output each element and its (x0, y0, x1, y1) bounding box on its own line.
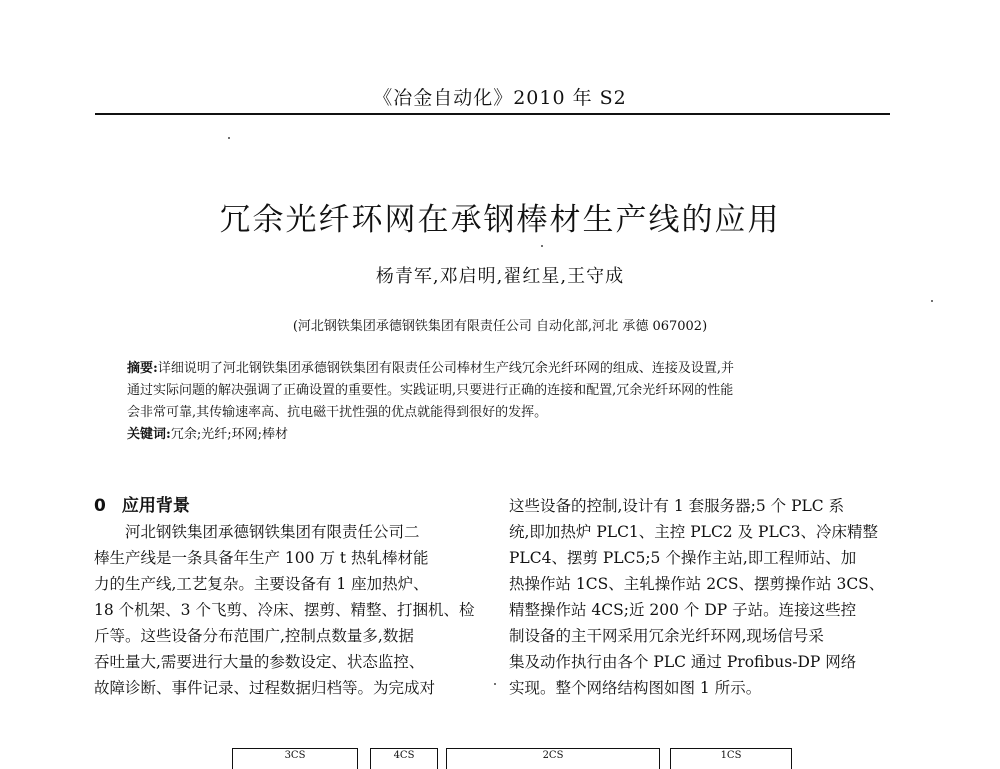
authors: 杨青军,邓启明,翟红星,王守成 (375, 266, 625, 287)
right-column (509, 493, 894, 701)
left-column (94, 493, 479, 701)
abstract-line: 通过实际问题的解决强调了正确设置的重要性。实践证明,只要进行正确的连接和配置,冗余光纤环网的性能 (127, 383, 734, 398)
header-rule (95, 113, 890, 115)
affiliation: (河北钢铁集团承德钢铁集团有限责任公司 自动化部,河北 承德 067002) (292, 319, 708, 334)
body-line: 18 个机架、3 个飞剪、冷床、摆剪、精整、打捆机、检 (94, 601, 475, 619)
section-title: 应用背景 (121, 496, 190, 516)
body-line: 精整操作站 4CS;近 200 个 DP 子站。连接这些控 (509, 601, 857, 619)
body-line: 这些设备的控制,设计有 1 套服务器;5 个 PLC 系 (509, 497, 845, 515)
body-line: 棒生产线是一条具备年生产 100 万 t 热轧棒材能 (94, 549, 429, 567)
keywords: 冗余;光纤;环网;棒材 (170, 427, 288, 442)
body-line: 热操作站 1CS、主轧操作站 2CS、摆剪操作站 3CS、 (509, 575, 885, 593)
body-line: 统,即加热炉 PLC1、主控 PLC2 及 PLC3、冷床精整 (509, 523, 878, 541)
keywords-label: 关键词: (127, 427, 171, 442)
abstract-label: 摘要: (127, 361, 158, 376)
scan-speck (228, 137, 230, 139)
body-line: 制设备的主干网采用冗余光纤环网,现场信号采 (509, 627, 824, 645)
journal-header: 《冶金自动化》2010 年 S2 (373, 87, 627, 109)
body-line: 故障诊断、事件记录、过程数据归档等。为完成对 (94, 679, 436, 697)
figure-box-1cs: 1CS (670, 748, 792, 769)
paper-title: 冗余光纤环网在承钢棒材生产线的应用 (219, 202, 781, 238)
scan-speck (494, 683, 496, 685)
abstract-line: 会非常可靠,其传输速率高、抗电磁干扰性强的优点就能得到很好的发挥。 (127, 405, 548, 420)
body-line: 力的生产线,工艺复杂。主要设备有 1 座加热炉、 (94, 575, 429, 593)
figure-box-4cs: 4CS (370, 748, 438, 769)
figure-box-2cs: 2CS (446, 748, 660, 769)
abstract-text: 详细说明了河北钢铁集团承德钢铁集团有限责任公司棒材生产线冗余光纤环网的组成、连接及设置,并 (157, 361, 734, 376)
section-number: 0 (94, 496, 106, 516)
abstract-line (127, 358, 887, 380)
figure-box-3cs: 3CS (232, 748, 358, 769)
body-line: 河北钢铁集团承德钢铁集团有限责任公司二 (94, 523, 420, 541)
keywords-line (127, 424, 887, 446)
scan-speck (541, 245, 543, 247)
section-heading (94, 493, 479, 519)
body-line: 集及动作执行由各个 PLC 通过 Profibus-DP 网络 (509, 653, 857, 671)
body-line: 斤等。这些设备分布范围广,控制点数量多,数据 (94, 627, 414, 645)
body-line: PLC4、摆剪 PLC5;5 个操作主站,即工程师站、加 (509, 549, 857, 567)
body-line: 实现。整个网络结构图如图 1 所示。 (509, 679, 762, 697)
abstract (127, 358, 887, 446)
body-line: 吞吐量大,需要进行大量的参数设定、状态监控、 (94, 653, 425, 671)
scan-speck (931, 300, 933, 302)
